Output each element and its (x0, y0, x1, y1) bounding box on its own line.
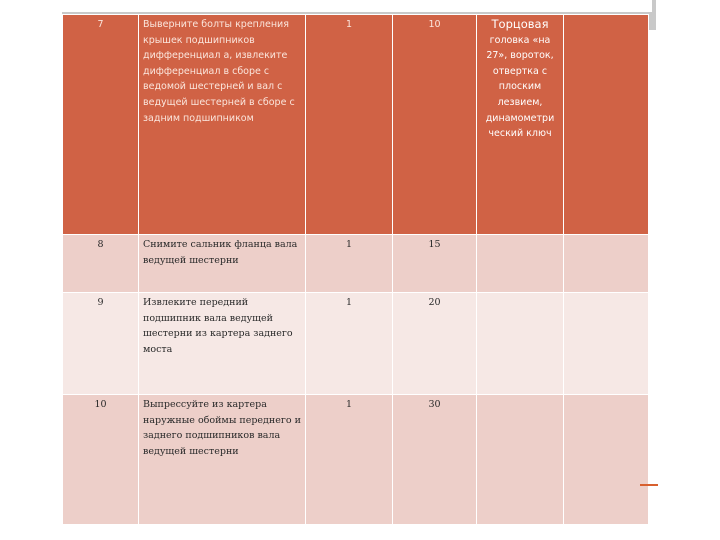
step-number: 8 (63, 235, 139, 293)
step-count: 1 (306, 293, 393, 395)
step-tools (477, 293, 564, 395)
step-count: 1 (306, 235, 393, 293)
table-row (63, 395, 649, 525)
step-time: 15 (393, 235, 477, 293)
step-description: Выверните болты крепления крышек подшипников дифференциал а, извлеките дифференциал в сборе с ведомой шестерней и вал с ведущей шестерней в сборе с задним подшипником (139, 15, 306, 235)
table-row (63, 293, 649, 395)
slide-top-bar-inner (62, 0, 652, 12)
tools-first-line: Торцовая (491, 17, 549, 31)
step-count: 1 (306, 395, 393, 525)
step-description: Выпрессуйте из картера наружные обоймы переднего и заднего подшипников вала ведущей шестерни (139, 395, 306, 525)
procedure-table (62, 14, 649, 525)
step-note (564, 15, 649, 235)
tools-rest: головка «на 27», вороток, отвертка с плоским лезвием, динамометри ческий ключ (485, 34, 555, 140)
step-tools (477, 235, 564, 293)
table-row (63, 235, 649, 293)
step-number: 7 (63, 15, 139, 235)
step-note (564, 293, 649, 395)
step-time: 20 (393, 293, 477, 395)
slide-accent-line (640, 484, 658, 486)
step-note (564, 395, 649, 525)
step-tools (477, 15, 564, 235)
step-number: 9 (63, 293, 139, 395)
table-row (63, 15, 649, 235)
step-time: 30 (393, 395, 477, 525)
step-tools (477, 395, 564, 525)
step-count: 1 (306, 15, 393, 235)
step-description: Извлеките передний подшипник вала ведущей шестерни из картера заднего моста (139, 293, 306, 395)
step-time: 10 (393, 15, 477, 235)
procedure-table-container (62, 14, 648, 524)
step-note (564, 235, 649, 293)
step-description: Снимите сальник фланца вала ведущей шестерни (139, 235, 306, 293)
step-number: 10 (63, 395, 139, 525)
